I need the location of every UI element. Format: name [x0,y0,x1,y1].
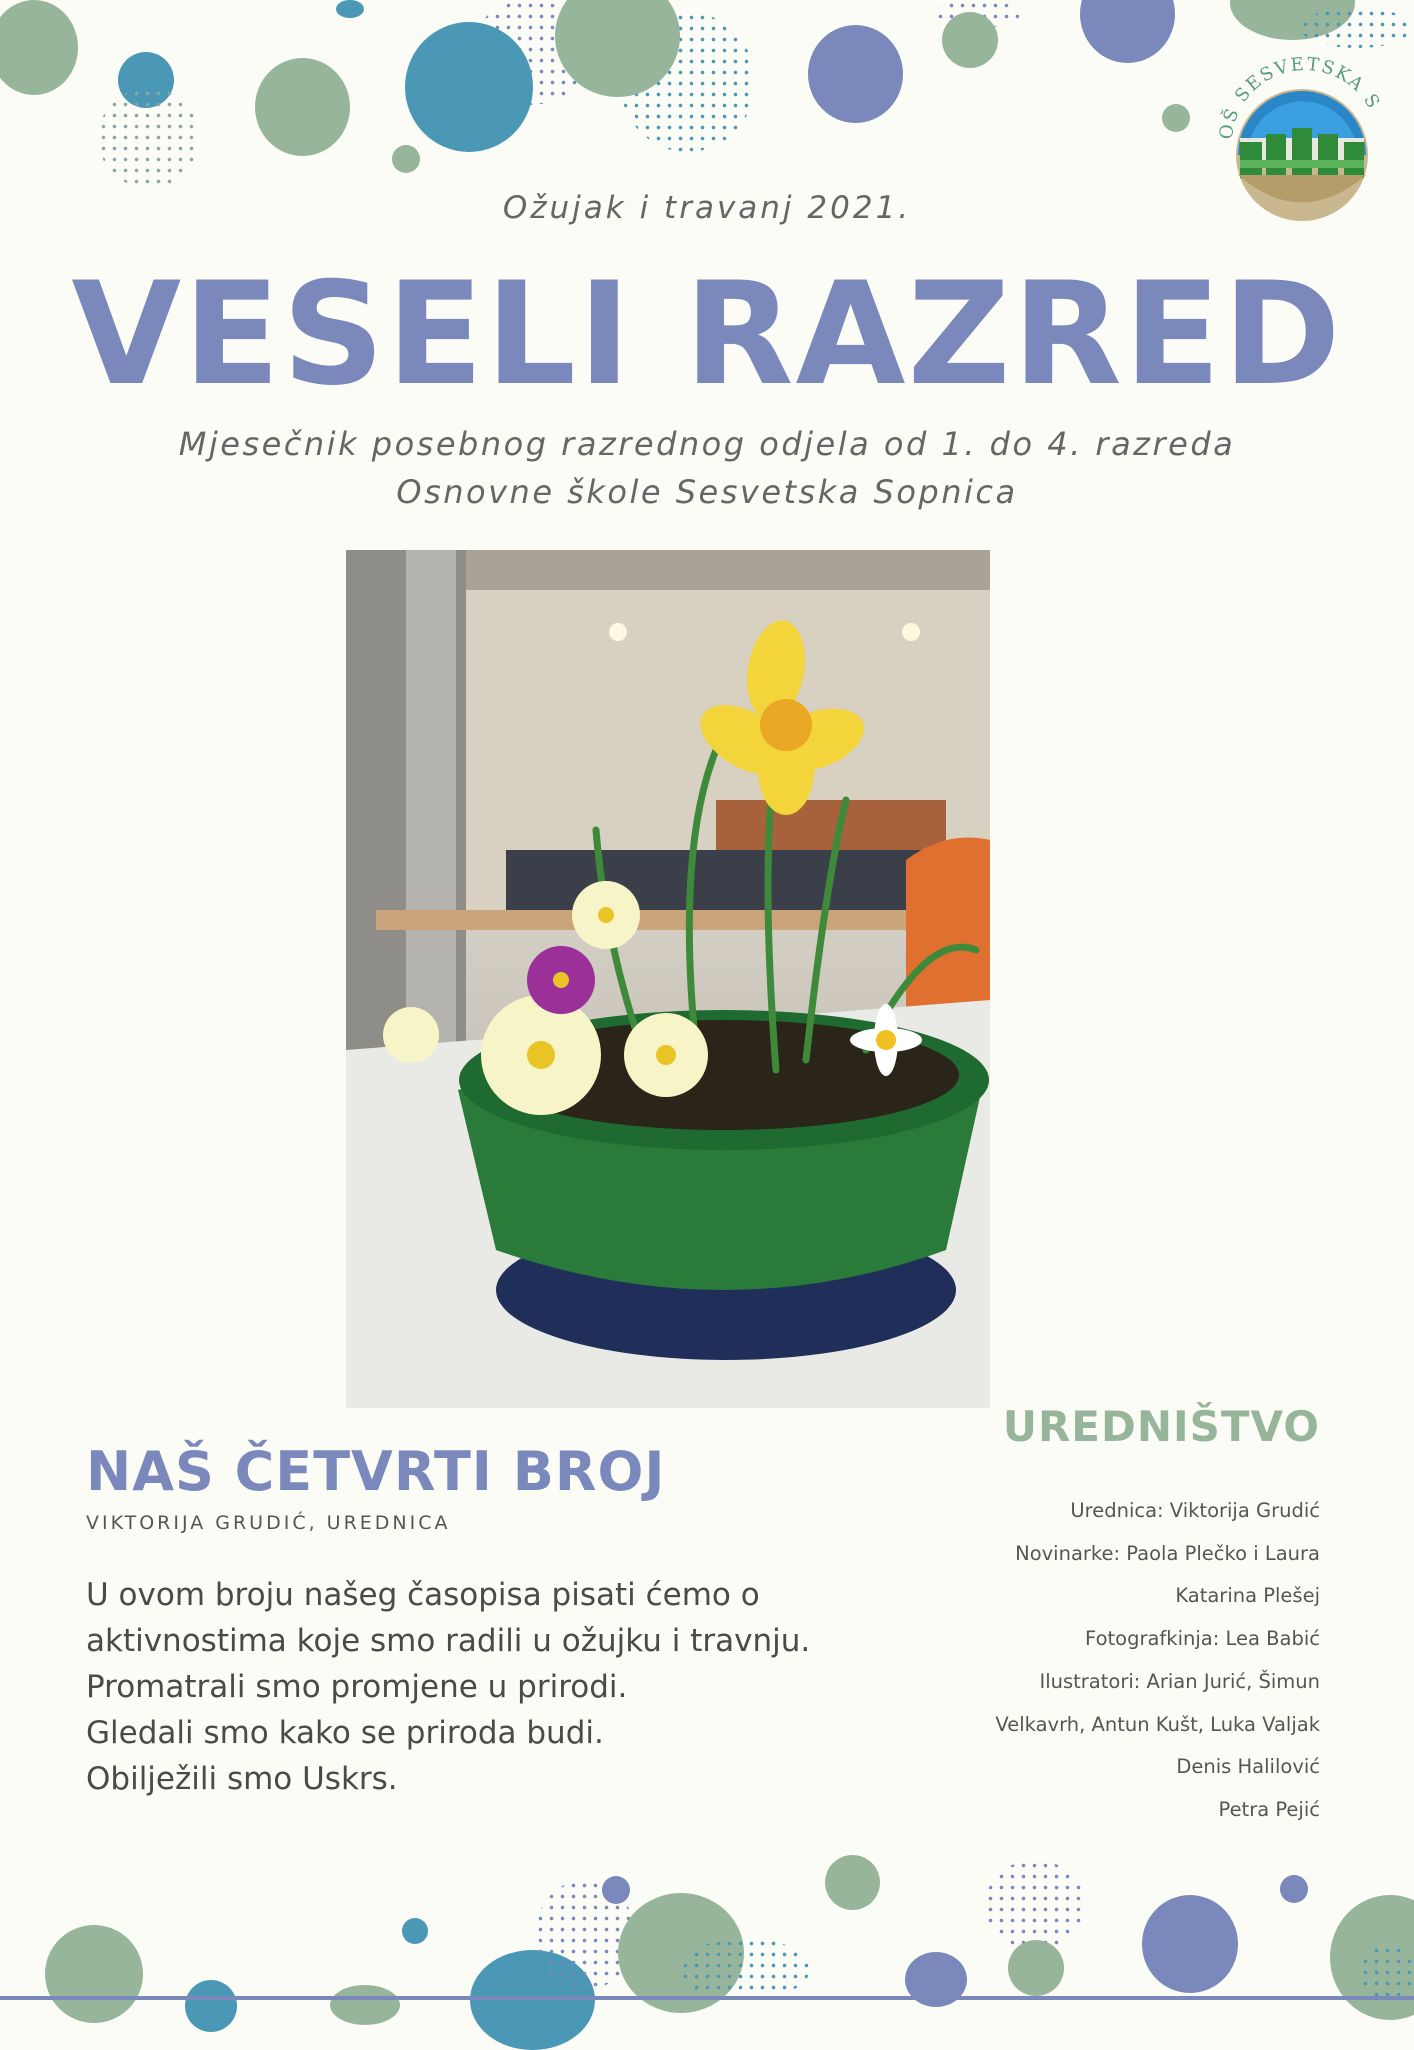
subtitle [0,420,1414,516]
decor-dots [98,88,200,188]
article-byline: VIKTORIJA GRUDIĆ, UREDNICA [86,1512,451,1534]
article-line: aktivnostima koje smo radili u ožujku i travnju. [86,1623,811,1659]
article-line: Gledali smo kako se priroda budi. [86,1715,604,1751]
issue-date: Ožujak i travanj 2021. [502,190,912,226]
decor-circle [185,1980,237,2032]
editorial-line: Petra Pejić [1218,1797,1320,1821]
editorial-line: Velkavrh, Antun Kušt, Luka Valjak [995,1712,1320,1736]
flower-pot-photo [346,550,990,1408]
editorial-line: Fotografkinja: Lea Babić [1085,1627,1320,1651]
editorial-line: Katarina Plešej [1175,1584,1320,1608]
flower-pot-photo-icon [346,550,990,1408]
decor-circle [405,22,533,152]
decor-circle [942,12,998,68]
editorial-line: Ilustratori: Arian Jurić, Šimun [1039,1669,1320,1693]
article-title: NAŠ ČETVRTI BROJ [86,1440,666,1503]
article-body [86,1572,846,1802]
editorial-list [900,1490,1320,1832]
editorial-title: UREDNIŠTVO [1002,1402,1320,1451]
decor-circle [336,0,364,18]
decor-circle [602,1876,630,1904]
editorial-line: Denis Halilović [1176,1755,1320,1779]
decor-circle [1162,104,1190,132]
decor-circle [0,0,78,95]
article-line: Obilježili smo Uskrs. [86,1761,398,1797]
decor-circle [808,25,903,123]
decor-circle [1080,0,1175,63]
decor-circle [1142,1895,1238,1993]
decor-circle [45,1925,143,2023]
decor-circle [825,1855,880,1910]
bottom-border [0,1996,1414,2000]
decor-circle [1280,1875,1308,1903]
subtitle-line: Osnovne škole Sesvetska Sopnica [396,473,1018,511]
article-line: Promatrali smo promjene u prirodi. [86,1669,628,1705]
decor-circle [1008,1940,1064,1996]
article-line: U ovom broju našeg časopisa pisati ćemo o [86,1577,760,1613]
page-title: VESELI RAZRED [71,252,1343,417]
decor-dots [985,1860,1085,1950]
decor-circle [255,58,350,156]
decor-dots [1360,1945,1414,2000]
editorial-line: Novinarke: Paola Plečko i Laura [1015,1541,1320,1565]
editorial-line: Urednica: Viktorija Grudić [1070,1499,1320,1522]
decor-circle [392,145,420,173]
decor-circle [402,1918,428,1944]
subtitle-line: Mjesečnik posebnog razrednog odjela od 1. do 4. razreda [178,425,1236,463]
logo-text: OŠ SESVETSKA S [1215,53,1385,141]
decor-circle [330,1985,400,2025]
decor-dots [680,1938,810,2000]
